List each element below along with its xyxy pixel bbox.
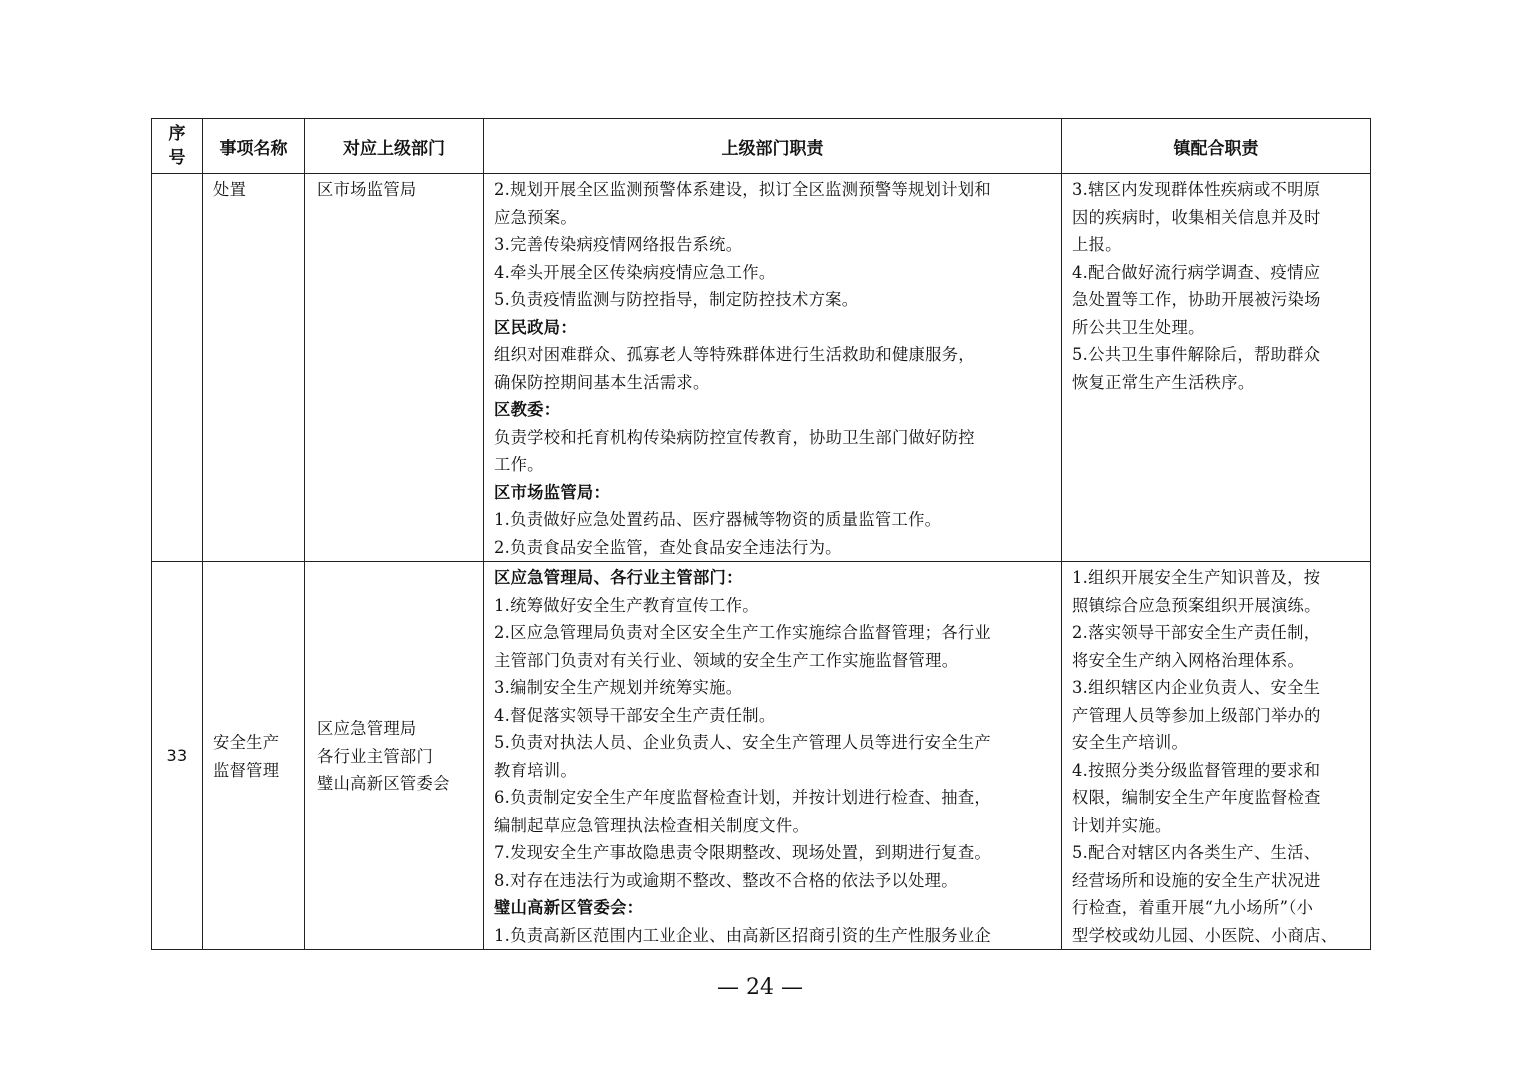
dept-heading-line: 区市场监管局：	[494, 482, 611, 502]
dept-heading-line: 区民政局：	[494, 317, 577, 337]
text-line: 负责学校和托育机构传染病防控宣传教育，协助卫生部门做好防控	[494, 427, 975, 447]
text-line: 监督管理	[213, 760, 280, 780]
text-line: 教育培训。	[494, 760, 577, 780]
text-line: 区市场监管局	[317, 180, 417, 199]
text-line: 5.配合对辖区内各类生产、生活、	[1072, 843, 1321, 862]
text-line: 主管部门负责对有关行业、领域的安全生产工作实施监督管理。	[494, 650, 959, 670]
text-line: 3.完善传染病疫情网络报告系统。	[494, 235, 743, 254]
page-number: — 24 —	[717, 975, 803, 1000]
text-line: 4.牵头开展全区传染病疫情应急工作。	[494, 262, 776, 282]
text-line: 应急预案。	[494, 207, 577, 227]
text-line: 各行业主管部门	[317, 746, 434, 766]
header-seq-line-2: 号	[168, 148, 186, 168]
text-line: 2.负责食品安全监管，查处食品安全违法行为。	[494, 537, 842, 557]
table-header-row	[152, 119, 1371, 174]
row2-upper-duty	[484, 562, 1062, 950]
text-line: 急处置等工作，协助开展被污染场	[1072, 290, 1321, 309]
text-line: 璧山高新区管委会	[317, 774, 450, 794]
dept-heading-line: 璧山高新区管委会：	[494, 898, 644, 917]
text-line: 7.发现安全生产事故隐患责令限期整改、现场处置，到期进行复查。	[494, 843, 991, 862]
row1-seq	[152, 174, 203, 562]
table-row	[152, 174, 1371, 562]
text-line: 2.区应急管理局负责对全区安全生产工作实施综合监督管理；各行业	[494, 623, 991, 642]
text-line: 1.负责高新区范围内工业企业、由高新区招商引资的生产性服务业企	[494, 925, 991, 945]
text-line: 恢复正常生产生活秩序。	[1072, 372, 1255, 392]
row2-seq: 33	[152, 562, 203, 950]
text-line: 1.负责做好应急处置药品、医疗器械等物资的质量监管工作。	[494, 510, 942, 529]
text-line: 4.配合做好流行病学调查、疫情应	[1072, 262, 1321, 282]
header-upper-dept: 对应上级部门	[305, 119, 484, 174]
text-line: 8.对存在违法行为或逾期不整改、整改不合格的依法予以处理。	[494, 870, 958, 890]
text-line: 5.负责疫情监测与防控指导，制定防控技术方案。	[494, 290, 859, 309]
row1-upper-duty	[484, 174, 1062, 562]
text-line: 1.组织开展安全生产知识普及，按	[1072, 568, 1321, 587]
header-upper-duty: 上级部门职责	[484, 119, 1062, 174]
text-line: 因的疾病时，收集相关信息并及时	[1072, 207, 1321, 227]
row1-upper-dept	[305, 174, 484, 562]
dept-heading-line: 区应急管理局、各行业主管部门：	[494, 568, 743, 587]
text-line: 经营场所和设施的安全生产状况进	[1072, 870, 1321, 890]
text-line: 3.组织辖区内企业负责人、安全生	[1072, 678, 1321, 697]
text-line: 所公共卫生处理。	[1072, 317, 1205, 337]
row2-town-duty	[1062, 562, 1371, 950]
text-line: 照镇综合应急预案组织开展演练。	[1072, 595, 1321, 615]
header-item-name: 事项名称	[203, 119, 305, 174]
text-line: 4.按照分类分级监督管理的要求和	[1072, 760, 1321, 780]
text-line: 区应急管理局	[317, 719, 417, 739]
text-line: 4.督促落实领导干部安全生产责任制。	[494, 705, 776, 725]
table-row	[152, 562, 1371, 950]
row1-town-duty	[1062, 174, 1371, 562]
text-line: 5.负责对执法人员、企业负责人、安全生产管理人员等进行安全生产	[494, 733, 991, 752]
text-line: 安全生产	[213, 733, 280, 752]
header-seq	[152, 119, 203, 174]
responsibility-table	[151, 118, 1371, 950]
text-line: 2.规划开展全区监测预警体系建设，拟订全区监测预警等规划计划和	[494, 180, 991, 199]
text-line: 3.辖区内发现群体性疾病或不明原	[1072, 180, 1321, 199]
header-town-duty: 镇配合职责	[1062, 119, 1371, 174]
text-line: 行检查，着重开展“九小场所”（小	[1072, 898, 1314, 917]
text-line: 5.公共卫生事件解除后，帮助群众	[1072, 345, 1321, 364]
text-line: 型学校或幼儿园、小医院、小商店、	[1072, 925, 1338, 945]
text-line: 6.负责制定安全生产年度监督检查计划，并按计划进行检查、抽查，	[494, 788, 991, 807]
text-line: 上报。	[1072, 235, 1122, 254]
text-line: 安全生产培训。	[1072, 733, 1189, 752]
text-line: 工作。	[494, 455, 544, 474]
row1-item-name	[203, 174, 305, 562]
text-line: 2.落实领导干部安全生产责任制，	[1072, 623, 1321, 642]
text-line: 计划并实施。	[1072, 815, 1172, 835]
text-line: 将安全生产纳入网格治理体系。	[1072, 650, 1305, 670]
text-line: 3.编制安全生产规划并统筹实施。	[494, 678, 743, 697]
text-line: 处置	[213, 180, 247, 199]
text-line: 产管理人员等参加上级部门举办的	[1072, 705, 1321, 725]
row2-item-name	[203, 562, 305, 950]
row2-upper-dept	[305, 562, 484, 950]
dept-heading-line: 区教委：	[494, 400, 561, 419]
text-line: 权限，编制安全生产年度监督检查	[1072, 788, 1321, 807]
text-line: 组织对困难群众、孤寡老人等特殊群体进行生活救助和健康服务，	[494, 345, 975, 364]
text-line: 1.统筹做好安全生产教育宣传工作。	[494, 595, 759, 615]
text-line: 确保防控期间基本生活需求。	[494, 372, 710, 392]
text-line: 编制起草应急管理执法检查相关制度文件。	[494, 815, 810, 835]
header-seq-line-1: 序	[168, 124, 186, 144]
